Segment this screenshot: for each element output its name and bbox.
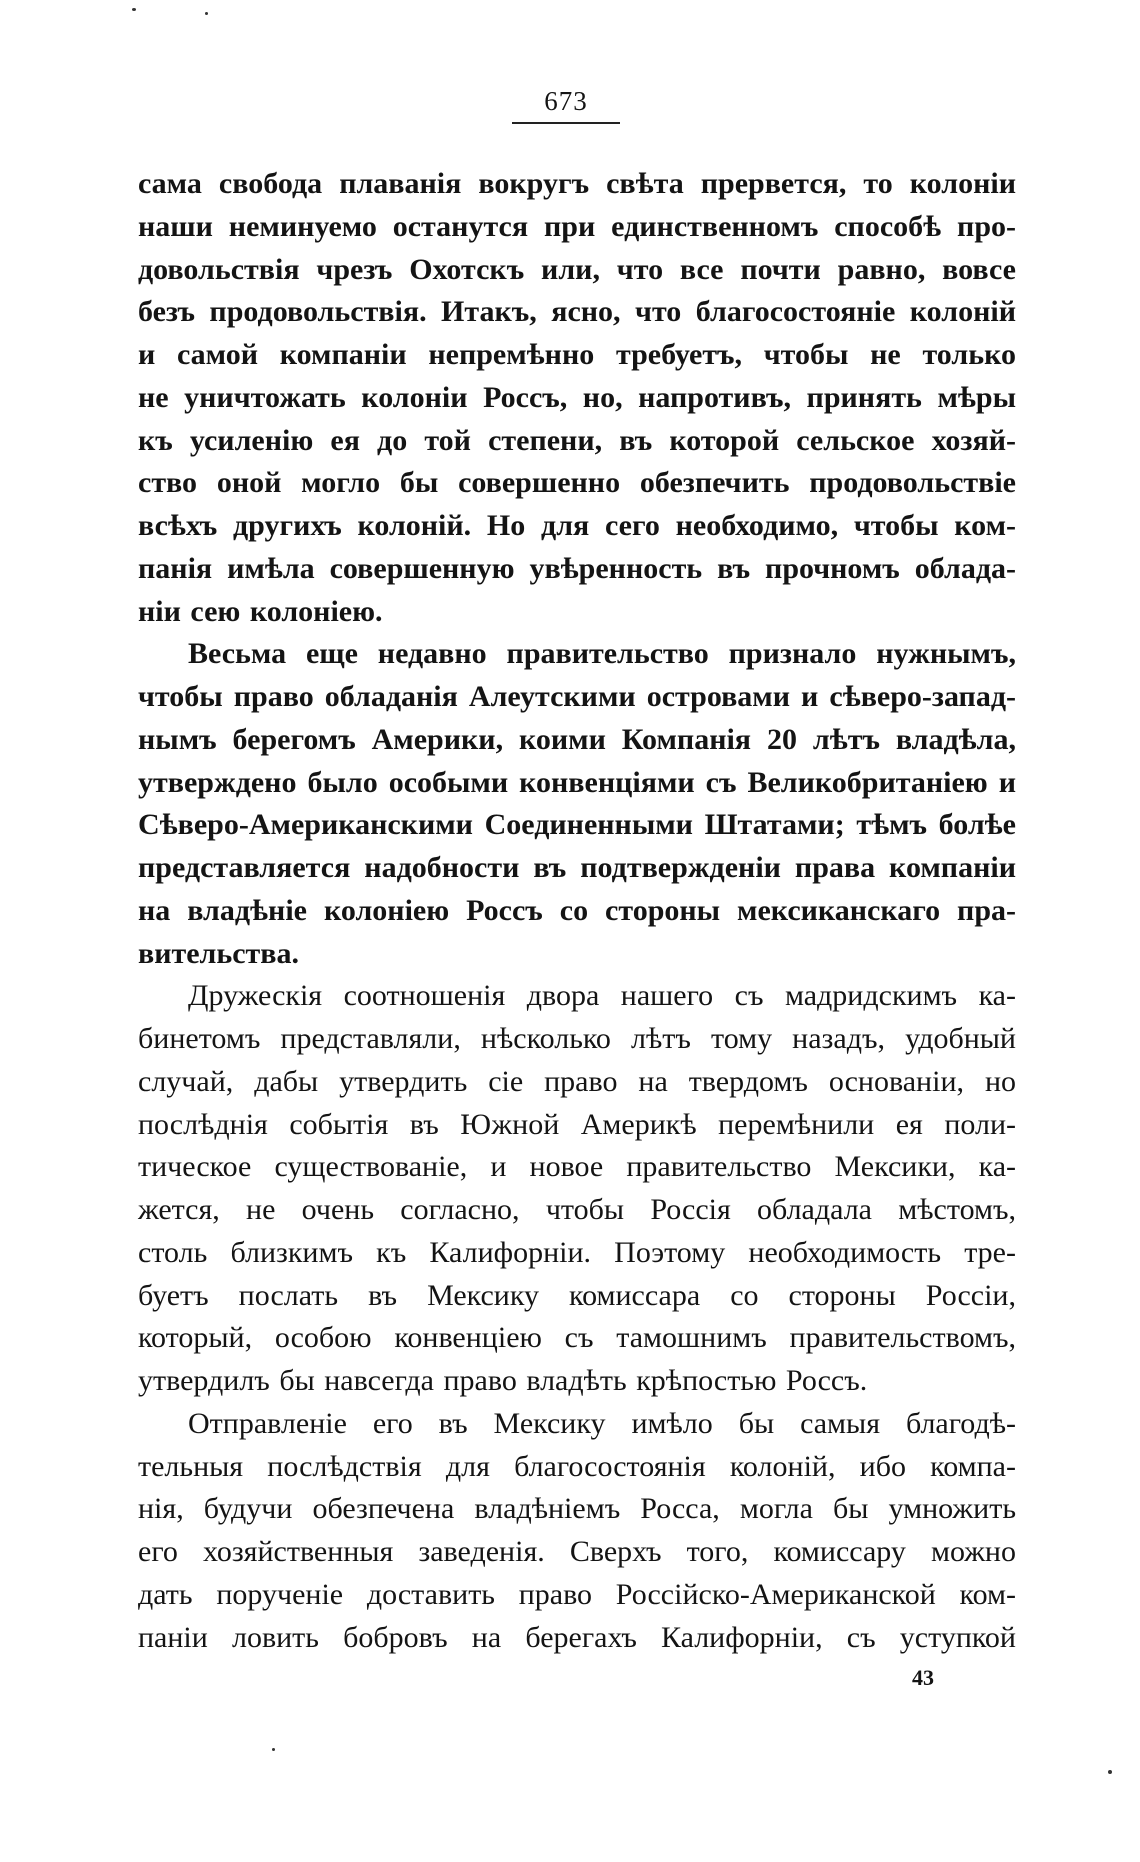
text-line: который, особою конвенціею съ тамошнимъ правительствомъ,	[138, 1321, 1016, 1354]
scan-speck	[205, 12, 208, 15]
text-line: ніи сею колоніею.	[138, 595, 383, 628]
text-line: паніи ловить бобровъ на берегахъ Калифорніи, съ уступкой	[138, 1621, 1016, 1654]
text-line: всѣхъ другихъ колоній. Но для сего необходимо, чтобы ком-	[138, 509, 1016, 542]
text-line: буетъ послать въ Мексику комиссара со стороны Россіи,	[138, 1279, 1016, 1312]
text-line: не уничтожать колоніи Россъ, но, напротивъ, принять мѣры	[138, 381, 1016, 414]
text-line: его хозяйственныя заведенія. Сверхъ того, комиссару можно	[138, 1535, 1016, 1568]
page-number: 673	[544, 86, 588, 116]
text-line: Отправленіе его въ Мексику имѣло бы самыя благодѣ-	[188, 1407, 1016, 1440]
page-header	[512, 84, 620, 124]
text-line: утверждено было особыми конвенціями съ Великобританіею и	[138, 766, 1016, 799]
text-line: безъ продовольствія. Итакъ, ясно, что благосостояніе колоній	[138, 295, 1016, 328]
text-line: тическое существованіе, и новое правительство Мексики, ка-	[138, 1150, 1016, 1183]
text-line: послѣднія событія въ Южной Америкѣ перемѣнили ея поли-	[138, 1108, 1016, 1141]
text-line: Дружескія соотношенія двора нашего съ мадридскимъ ка-	[188, 979, 1016, 1012]
text-line: чтобы право обладанія Алеутскими островами и сѣверо-запад-	[138, 680, 1016, 713]
scan-speck	[132, 8, 136, 11]
text-line: довольствія чрезъ Охотскъ или, что все почти равно, вовсе	[138, 253, 1016, 286]
text-line: представляется надобности въ подтвержденіи права компаніи	[138, 851, 1016, 884]
text-line: сама свобода плаванія вокругъ свѣта прервется, то колоніи	[138, 167, 1016, 200]
text-line: жется, не очень согласно, чтобы Россія обладала мѣстомъ,	[138, 1193, 1016, 1226]
header-rule	[512, 122, 620, 124]
text-line: столь близкимъ къ Калифорніи. Поэтому необходимость тре-	[138, 1236, 1016, 1269]
text-line: дать порученіе доставить право Россійско-Американской ком-	[138, 1578, 1016, 1611]
text-line: вительства.	[138, 937, 299, 970]
text-line: тельныя послѣдствія для благосостоянія колоній, ибо компа-	[138, 1450, 1016, 1483]
text-line: ство оной могло бы совершенно обезпечить продовольствіе	[138, 466, 1016, 499]
scan-speck	[272, 1748, 275, 1751]
text-line: случай, дабы утвердить сіе право на твердомъ основаніи, но	[138, 1065, 1016, 1098]
text-line: бинетомъ представляли, нѣсколько лѣтъ тому назадъ, удобный	[138, 1022, 1016, 1055]
signature-mark: 43	[912, 1665, 934, 1690]
text-line: и самой компаніи непремѣнно требуетъ, чтобы не только	[138, 338, 1016, 371]
text-line: на владѣніе колоніею Россъ со стороны мексиканскаго пра-	[138, 894, 1016, 927]
text-line: нымъ берегомъ Америки, коими Компанія 20 лѣтъ владѣла,	[138, 723, 1016, 756]
text-line: Весьма еще недавно правительство признало нужнымъ,	[188, 637, 1016, 670]
text-line: къ усиленію ея до той степени, въ которой сельское хозяй-	[138, 424, 1016, 457]
scan-speck	[1108, 1770, 1112, 1774]
text-line: панія имѣла совершенную увѣренность въ прочномъ облада-	[138, 552, 1016, 585]
text-line: наши неминуемо останутся при единственномъ способѣ про-	[138, 210, 1016, 243]
text-line: нія, будучи обезпечена владѣніемъ Росса, могла бы умножить	[138, 1492, 1016, 1525]
text-line: Сѣверо-Американскими Соединенными Штатами; тѣмъ болѣе	[138, 808, 1016, 841]
text-line: утвердилъ бы навсегда право владѣть крѣпостью Россъ.	[138, 1364, 868, 1397]
